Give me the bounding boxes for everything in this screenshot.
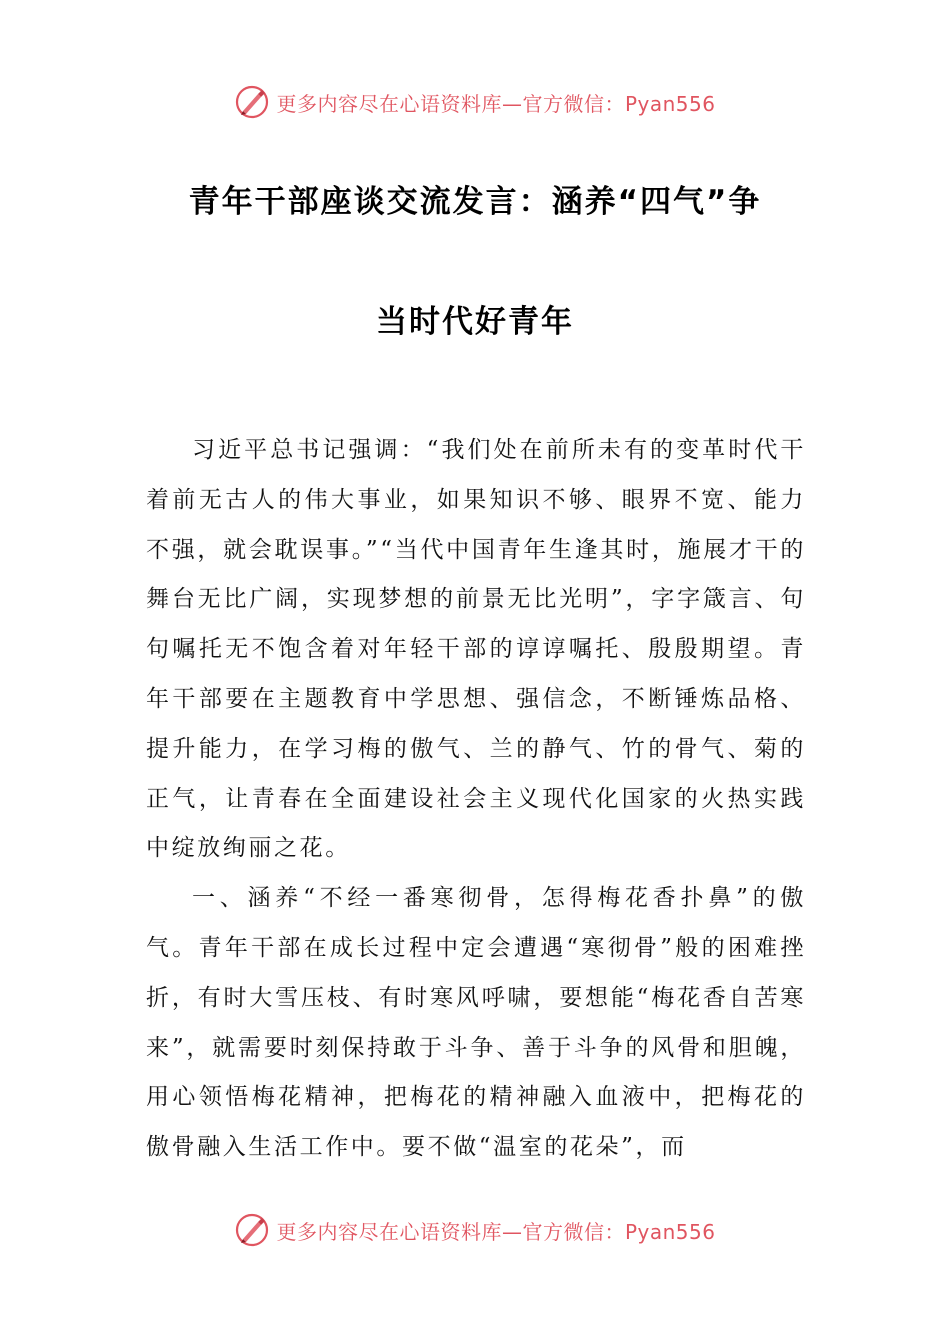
pen-circle-logo-icon — [234, 84, 270, 120]
title-line-1: 青年干部座谈交流发言：涵养“四气”争 — [188, 184, 762, 220]
paragraph-section-1: 一、涵养“不经一番寒彻骨，怎得梅花香扑鼻”的傲气。青年干部在成长过程中定会遭遇“寒彻骨”般的困难挫折，有时大雪压枝、有时寒风呼啸，要想能“梅花香自苦寒来”，就需要时刻保持敢于斗争、善于斗争的风骨和胆魄，用心领悟梅花精神，把梅花的精神融入血液中，把梅花的傲骨融入生活工作中。要不做“温室的花朵”，而 — [146, 885, 806, 1161]
footer-banner — [0, 1208, 950, 1252]
paragraph-intro: 习近平总书记强调：“我们处在前所未有的变革时代干着前无古人的伟大事业，如果知识不够、眼界不宽、能力不强，就会耽误事。”“当代中国青年生逢其时，施展才干的舞台无比广阔，实现梦想的前景无比光明”，字字箴言、句句嘱托无不饱含着对年轻干部的谆谆嘱托、殷殷期望。青年干部要在主题教育中学思想、强信念，不断锤炼品格、提升能力，在学习梅的傲气、兰的静气、竹的骨气、菊的正气，让青春在全面建设社会主义现代化国家的火热实践中绽放绚丽之花。 — [146, 437, 806, 862]
title-line-2: 当时代好青年 — [376, 304, 574, 340]
footer-banner-text: 更多内容尽在心语资料库—官方微信：Pyan556 — [276, 1219, 716, 1244]
pen-circle-logo-icon — [234, 1212, 270, 1248]
header-banner-text: 更多内容尽在心语资料库—官方微信：Pyan556 — [276, 91, 716, 116]
header-banner — [0, 80, 950, 124]
article-body — [146, 426, 806, 1173]
